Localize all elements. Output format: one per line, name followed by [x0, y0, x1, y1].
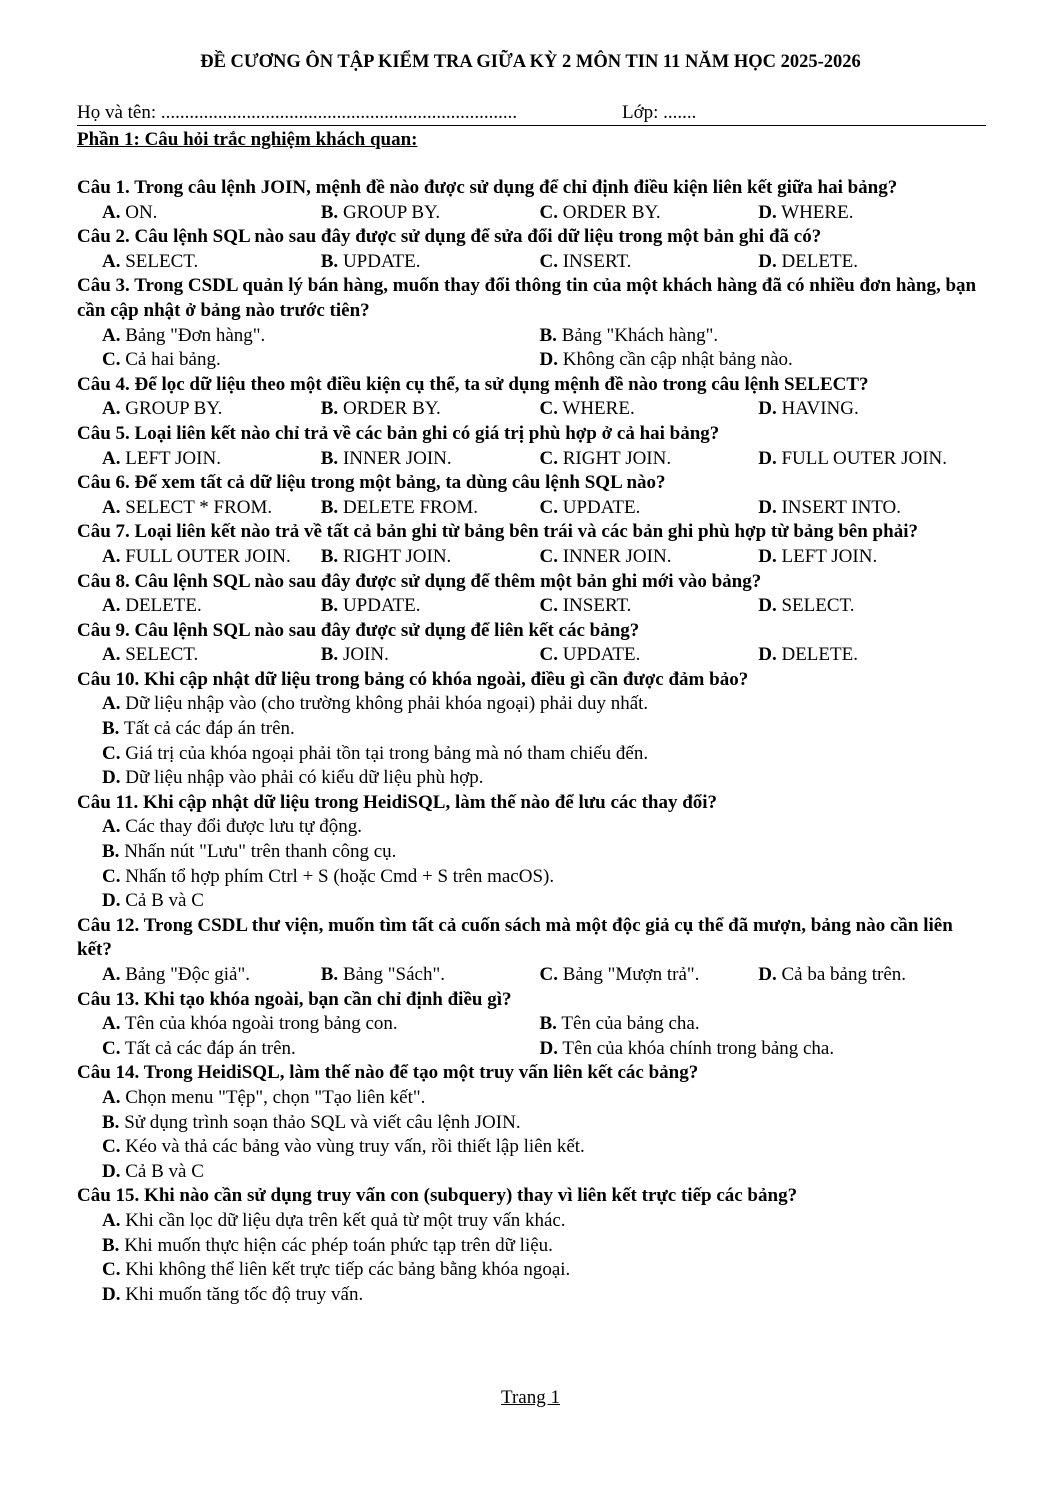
- option-text: Cả B và C: [125, 1160, 204, 1182]
- option-text: Bảng "Độc giả".: [125, 964, 250, 985]
- option-text: ORDER BY.: [562, 201, 661, 223]
- option-text: ON.: [125, 201, 158, 223]
- question-label: Câu 13.: [77, 988, 140, 1010]
- option-text: WHERE.: [781, 201, 854, 223]
- answer-option-d: [77, 766, 977, 791]
- question-label: Câu 7.: [77, 521, 130, 543]
- answer-option-a: [102, 594, 321, 619]
- option-text: INSERT.: [562, 250, 632, 272]
- option-letter: D.: [102, 767, 121, 789]
- option-text: GROUP BY.: [342, 201, 441, 223]
- answer-option-b: [321, 201, 540, 226]
- question-text: Trong CSDL quản lý bán hàng, muốn thay đổi thông tin của một khách hàng đã có nhiều đơn hàng, bạn cần cập nhật ở bảng nào trước tiên?: [77, 275, 977, 321]
- option-letter: A.: [102, 201, 121, 223]
- answer-option-b: [321, 496, 540, 521]
- question-text: Trong câu lệnh JOIN, mệnh đề nào được sử dụng để chỉ định điều kiện liên kết giữa hai bảng?: [134, 177, 898, 198]
- option-text: Cả B và C: [125, 890, 204, 912]
- answer-option-b: [77, 840, 977, 865]
- option-text: INNER JOIN.: [562, 545, 672, 567]
- option-letter: D.: [102, 1160, 121, 1182]
- answer-option-c: [77, 742, 977, 767]
- answer-option-a: [102, 324, 540, 349]
- question-stem: [77, 619, 977, 644]
- option-text: Bảng "Sách".: [342, 964, 445, 985]
- answer-option-c: [102, 1037, 540, 1062]
- option-text: Dữ liệu nhập vào phải có kiểu dữ liệu phù hợp.: [125, 767, 484, 789]
- option-text: INSERT.: [562, 595, 632, 617]
- part-title: Phần 1: Câu hỏi trắc nghiệm khách quan:: [77, 129, 418, 150]
- answer-option-b: [321, 447, 540, 472]
- question-label: Câu 10.: [77, 668, 140, 690]
- option-letter: A.: [102, 324, 121, 346]
- option-text: Nhấn tổ hợp phím Ctrl + S (hoặc Cmd + S trên macOS).: [125, 865, 555, 887]
- option-letter: B.: [539, 1013, 557, 1035]
- option-letter: B.: [320, 447, 339, 469]
- question-stem: [77, 422, 977, 447]
- option-letter: C.: [102, 1037, 121, 1059]
- option-letter: D.: [758, 964, 777, 985]
- option-text: JOIN.: [342, 644, 389, 666]
- question-stem: [77, 791, 977, 816]
- answer-option-c: [540, 643, 759, 668]
- question-15: [77, 1184, 977, 1307]
- question-text: Loại liên kết nào chỉ trả về các bản ghi có giá trị phù hợp ở cả hai bảng?: [134, 422, 720, 444]
- option-letter: B.: [102, 718, 120, 740]
- option-letter: A.: [102, 496, 121, 518]
- answer-option-a: [102, 397, 321, 422]
- option-letter: D.: [758, 201, 777, 223]
- answer-option-c: [540, 963, 759, 988]
- option-text: Tất cả các đáp án trên.: [124, 1037, 296, 1059]
- option-letter: B.: [320, 398, 339, 420]
- options-row: [77, 643, 977, 668]
- question-9: [77, 619, 977, 668]
- option-text: SELECT * FROM.: [125, 496, 273, 518]
- option-text: Dữ liệu nhập vào (cho trường không phải khóa ngoại) phải duy nhất.: [125, 693, 649, 715]
- option-letter: B.: [320, 545, 339, 567]
- question-stem: [77, 668, 977, 693]
- question-text: Loại liên kết nào trả về tất cả bản ghi từ bảng bên trái và các bản ghi phù hợp từ bảng bên phải?: [134, 521, 918, 543]
- option-text: Các thay đổi được lưu tự động.: [125, 816, 362, 838]
- option-letter: D.: [539, 1037, 558, 1059]
- option-letter: D.: [758, 496, 777, 518]
- question-label: Câu 1.: [77, 177, 130, 198]
- option-text: WHERE.: [562, 398, 635, 420]
- option-letter: D.: [758, 250, 777, 272]
- question-text: Khi cập nhật dữ liệu trong HeidiSQL, làm thế nào để lưu các thay đổi?: [143, 791, 718, 813]
- option-text: DELETE FROM.: [342, 496, 479, 518]
- answer-option-c: [540, 201, 759, 226]
- answer-option-d: [758, 594, 977, 619]
- option-letter: A.: [102, 250, 121, 272]
- option-letter: C.: [539, 250, 558, 272]
- question-stem: [77, 1061, 977, 1086]
- answer-option-c: [540, 397, 759, 422]
- page-number: Trang 1: [501, 1387, 560, 1408]
- option-text: Bảng "Khách hàng".: [561, 324, 719, 346]
- answer-option-a: [77, 1086, 977, 1111]
- option-text: RIGHT JOIN.: [562, 447, 672, 469]
- option-letter: A.: [102, 693, 121, 715]
- question-label: Câu 3.: [77, 275, 130, 297]
- document-title: ĐỀ CƯƠNG ÔN TẬP KIỂM TRA GIỮA KỲ 2 MÔN TIN 11 NĂM HỌC 2025-2026: [200, 52, 861, 72]
- option-text: Bảng "Mượn trả".: [562, 964, 700, 985]
- question-stem: [77, 373, 977, 398]
- question-text: Câu lệnh SQL nào sau đây được sử dụng để thêm một bản ghi mới vào bảng?: [134, 570, 762, 592]
- question-stem: [77, 520, 977, 545]
- answer-option-a: [102, 496, 321, 521]
- option-text: Kéo và thả các bảng vào vùng truy vấn, rồi thiết lập liên kết.: [125, 1136, 585, 1158]
- option-text: FULL OUTER JOIN.: [125, 545, 291, 567]
- question-10: [77, 668, 977, 791]
- option-text: Nhấn nút "Lưu" trên thanh công cụ.: [124, 841, 397, 863]
- question-5: [77, 422, 977, 471]
- option-letter: D.: [758, 644, 777, 666]
- option-text: Không cần cập nhật bảng nào.: [562, 349, 793, 371]
- options-row: [77, 447, 977, 472]
- option-text: INNER JOIN.: [342, 447, 452, 469]
- question-stem: [77, 225, 977, 250]
- answer-option-c: [540, 447, 759, 472]
- question-13: [77, 988, 977, 1062]
- option-text: Khi muốn thực hiện các phép toán phức tạp trên dữ liệu.: [124, 1234, 553, 1256]
- option-letter: B.: [320, 201, 339, 223]
- answer-option-d: [758, 250, 977, 275]
- question-stem: [77, 1184, 977, 1209]
- option-letter: C.: [539, 398, 558, 420]
- options-row: [77, 250, 977, 275]
- answer-option-a: [102, 643, 321, 668]
- answer-option-b: [321, 545, 540, 570]
- option-text: FULL OUTER JOIN.: [781, 447, 948, 469]
- answer-option-c: [102, 348, 540, 373]
- options-row: [77, 545, 977, 570]
- option-text: UPDATE.: [342, 250, 421, 272]
- option-text: SELECT.: [781, 595, 855, 617]
- question-list: [77, 176, 977, 1307]
- option-text: HAVING.: [781, 398, 859, 420]
- options-row: [77, 496, 977, 521]
- option-text: DELETE.: [781, 250, 858, 272]
- question-stem: [77, 274, 977, 323]
- answer-option-a: [77, 692, 977, 717]
- options-row: [77, 324, 977, 349]
- option-text: ORDER BY.: [342, 398, 441, 420]
- option-text: UPDATE.: [562, 496, 641, 518]
- option-letter: C.: [539, 964, 558, 985]
- options-row: [77, 348, 977, 373]
- option-letter: C.: [539, 595, 558, 617]
- option-text: Tên của bảng cha.: [561, 1013, 700, 1035]
- class-field-label: Lớp: .......: [622, 102, 697, 123]
- option-letter: C.: [102, 742, 121, 764]
- question-text: Để lọc dữ liệu theo một điều kiện cụ thể, ta sử dụng mệnh đề nào trong câu lệnh SELECT?: [134, 373, 869, 395]
- question-label: Câu 15.: [77, 1185, 140, 1207]
- option-text: Bảng "Đơn hàng".: [125, 324, 266, 346]
- answer-option-a: [102, 201, 321, 226]
- answer-option-c: [540, 496, 759, 521]
- option-letter: A.: [102, 1013, 121, 1035]
- answer-option-a: [102, 545, 321, 570]
- answer-option-b: [77, 717, 977, 742]
- question-1: [77, 176, 977, 225]
- question-3: [77, 274, 977, 372]
- answer-option-a: [102, 250, 321, 275]
- option-letter: D.: [539, 349, 558, 371]
- answer-option-b: [540, 1012, 978, 1037]
- answer-option-c: [77, 1258, 977, 1283]
- option-text: SELECT.: [125, 250, 199, 272]
- answer-option-d: [758, 201, 977, 226]
- answer-option-b: [321, 397, 540, 422]
- question-8: [77, 570, 977, 619]
- answer-option-a: [77, 1209, 977, 1234]
- answer-option-a: [77, 815, 977, 840]
- question-label: Câu 11.: [77, 791, 139, 813]
- answer-option-b: [77, 1111, 977, 1136]
- answer-option-d: [758, 496, 977, 521]
- question-2: [77, 225, 977, 274]
- option-text: Cả hai bảng.: [125, 349, 221, 371]
- name-field-label: Họ và tên: ...........................................................................: [77, 102, 518, 123]
- question-label: Câu 5.: [77, 422, 130, 444]
- option-letter: A.: [102, 447, 121, 469]
- option-letter: D.: [758, 447, 777, 469]
- question-4: [77, 373, 977, 422]
- option-letter: B.: [102, 1234, 120, 1256]
- option-letter: C.: [539, 447, 558, 469]
- option-letter: A.: [102, 398, 121, 420]
- options-row: [77, 963, 977, 988]
- options-row: [77, 201, 977, 226]
- question-label: Câu 8.: [77, 570, 130, 592]
- question-label: Câu 4.: [77, 373, 130, 395]
- option-letter: B.: [320, 964, 339, 985]
- option-letter: C.: [102, 349, 121, 371]
- question-11: [77, 791, 977, 914]
- option-letter: C.: [539, 545, 558, 567]
- option-text: Tên của khóa chính trong bảng cha.: [562, 1037, 835, 1059]
- option-letter: B.: [320, 496, 339, 518]
- option-letter: A.: [102, 1086, 121, 1108]
- option-letter: C.: [539, 201, 558, 223]
- answer-option-b: [540, 324, 978, 349]
- option-text: DELETE.: [781, 644, 858, 666]
- option-letter: C.: [102, 865, 121, 887]
- question-label: Câu 12.: [77, 914, 140, 936]
- question-text: Để xem tất cả dữ liệu trong một bảng, ta dùng câu lệnh SQL nào?: [134, 472, 666, 494]
- option-text: GROUP BY.: [125, 398, 223, 420]
- answer-option-a: [102, 1012, 540, 1037]
- question-stem: [77, 988, 977, 1013]
- question-stem: [77, 570, 977, 595]
- option-text: LEFT JOIN.: [781, 545, 878, 567]
- option-text: Khi muốn tăng tốc độ truy vấn.: [125, 1283, 364, 1305]
- question-14: [77, 1061, 977, 1184]
- question-stem: [77, 914, 977, 963]
- answer-option-d: [77, 1160, 977, 1185]
- option-letter: B.: [539, 324, 557, 346]
- question-text: Khi cập nhật dữ liệu trong bảng có khóa ngoài, điều gì cần được đảm bảo?: [144, 668, 749, 690]
- option-letter: A.: [102, 816, 121, 838]
- option-text: Tất cả các đáp án trên.: [123, 718, 295, 740]
- question-text: Câu lệnh SQL nào sau đây được sử dụng để sửa đổi dữ liệu trong một bản ghi đã có?: [134, 226, 822, 248]
- option-text: Sử dụng trình soạn thảo SQL và viết câu lệnh JOIN.: [124, 1111, 521, 1133]
- question-text: Câu lệnh SQL nào sau đây được sử dụng để liên kết các bảng?: [134, 619, 640, 641]
- option-letter: B.: [102, 1111, 120, 1133]
- option-letter: A.: [102, 595, 121, 617]
- question-6: [77, 471, 977, 520]
- options-row: [77, 397, 977, 422]
- option-letter: D.: [102, 1283, 121, 1305]
- answer-option-c: [540, 250, 759, 275]
- option-letter: D.: [102, 890, 121, 912]
- question-label: Câu 6.: [77, 472, 130, 494]
- question-text: Khi tạo khóa ngoài, bạn cần chỉ định điều gì?: [144, 988, 512, 1010]
- question-label: Câu 2.: [77, 226, 130, 248]
- option-letter: A.: [102, 1209, 121, 1231]
- option-letter: B.: [320, 644, 339, 666]
- option-text: UPDATE.: [562, 644, 641, 666]
- answer-option-d: [758, 545, 977, 570]
- option-letter: A.: [102, 964, 121, 985]
- answer-option-d: [77, 889, 977, 914]
- question-stem: [77, 176, 977, 201]
- option-letter: B.: [320, 595, 339, 617]
- option-text: Khi cần lọc dữ liệu dựa trên kết quả từ một truy vấn khác.: [125, 1209, 566, 1231]
- answer-option-d: [77, 1283, 977, 1308]
- answer-option-b: [321, 643, 540, 668]
- option-text: RIGHT JOIN.: [342, 545, 452, 567]
- answer-option-c: [540, 545, 759, 570]
- options-row: [77, 594, 977, 619]
- question-text: Trong CSDL thư viện, muốn tìm tất cả cuốn sách mà một độc giả cụ thể đã mượn, bảng nào cần liên kết?: [77, 914, 953, 961]
- option-text: DELETE.: [125, 595, 202, 617]
- option-letter: D.: [758, 545, 777, 567]
- options-row: [77, 1037, 977, 1062]
- question-stem: [77, 471, 977, 496]
- answer-option-a: [102, 447, 321, 472]
- option-text: Giá trị của khóa ngoại phải tồn tại trong bảng mà nó tham chiếu đến.: [125, 742, 649, 764]
- answer-option-c: [77, 1135, 977, 1160]
- option-text: Cả ba bảng trên.: [781, 964, 906, 985]
- student-info-line: [77, 101, 986, 126]
- option-letter: A.: [102, 545, 121, 567]
- answer-option-c: [77, 865, 977, 890]
- question-text: Trong HeidiSQL, làm thế nào để tạo một truy vấn liên kết các bảng?: [143, 1062, 699, 1084]
- option-text: INSERT INTO.: [781, 496, 902, 518]
- option-letter: C.: [102, 1259, 121, 1281]
- answer-option-d: [758, 447, 977, 472]
- question-text: Khi nào cần sử dụng truy vấn con (subquery) thay vì liên kết trực tiếp các bảng?: [144, 1185, 798, 1207]
- options-row: [77, 1012, 977, 1037]
- page-footer: [0, 1386, 1061, 1411]
- option-letter: C.: [102, 1136, 121, 1158]
- option-letter: C.: [539, 644, 558, 666]
- option-letter: D.: [758, 595, 777, 617]
- answer-option-d: [540, 1037, 978, 1062]
- answer-option-d: [758, 397, 977, 422]
- option-text: LEFT JOIN.: [125, 447, 221, 469]
- answer-option-d: [758, 963, 977, 988]
- option-text: Chọn menu "Tệp", chọn "Tạo liên kết".: [125, 1086, 426, 1108]
- question-7: [77, 520, 977, 569]
- answer-option-b: [321, 594, 540, 619]
- option-text: Tên của khóa ngoài trong bảng con.: [124, 1013, 398, 1035]
- option-letter: A.: [102, 644, 121, 666]
- question-label: Câu 14.: [77, 1062, 140, 1084]
- option-letter: B.: [320, 250, 339, 272]
- question-12: [77, 914, 977, 988]
- question-label: Câu 9.: [77, 619, 130, 641]
- option-letter: B.: [102, 841, 120, 863]
- option-letter: D.: [758, 398, 777, 420]
- answer-option-c: [540, 594, 759, 619]
- option-letter: C.: [539, 496, 558, 518]
- answer-option-a: [102, 963, 321, 988]
- answer-option-b: [77, 1234, 977, 1259]
- answer-option-b: [321, 250, 540, 275]
- answer-option-b: [321, 963, 540, 988]
- option-text: SELECT.: [125, 644, 199, 666]
- answer-option-d: [758, 643, 977, 668]
- option-text: UPDATE.: [342, 595, 421, 617]
- answer-option-d: [540, 348, 978, 373]
- option-text: Khi không thể liên kết trực tiếp các bảng bằng khóa ngoại.: [125, 1259, 571, 1281]
